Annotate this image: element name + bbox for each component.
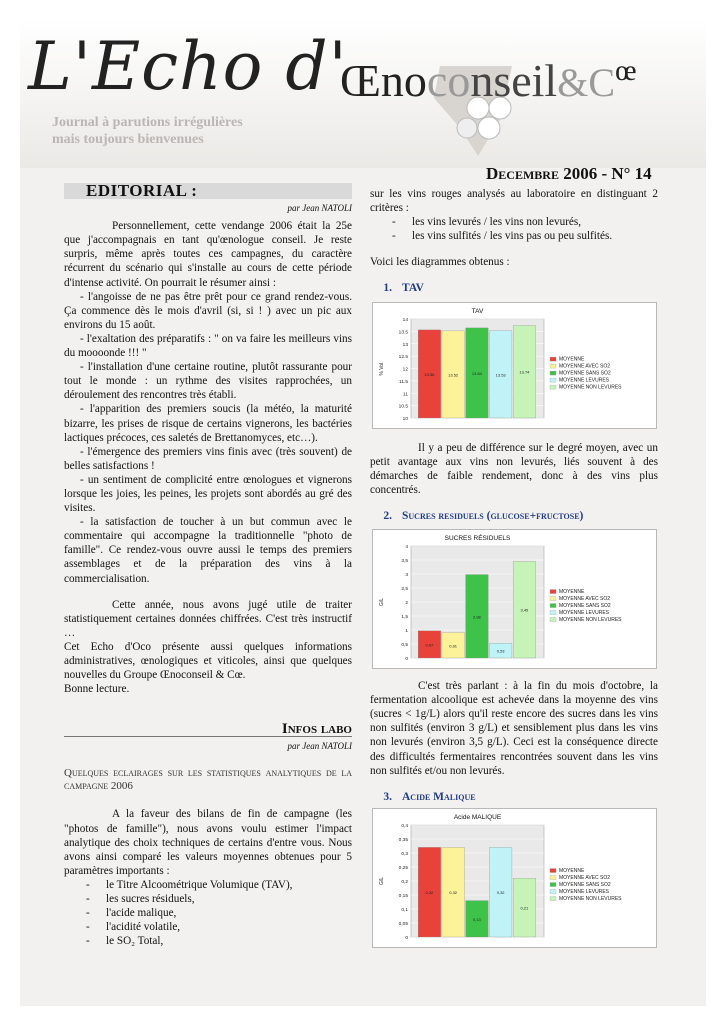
- malique-chart: [372, 808, 657, 948]
- y-tick-label: 0,4: [401, 823, 408, 829]
- legend-swatch: [550, 618, 556, 622]
- legend-entry: MOYENNE AVEC SO2: [559, 363, 611, 370]
- y-tick-label: 12: [402, 367, 408, 373]
- list-item: - les sucres résiduels,: [86, 892, 352, 906]
- legend-entry: MOYENNE AVEC SO2: [559, 874, 611, 881]
- editorial-title: EDITORIAL :: [64, 183, 352, 199]
- editorial-byline: par Jean NATOLI: [287, 203, 352, 214]
- y-tick-label: 1: [405, 629, 408, 635]
- list-item: - l'acide malique,: [86, 906, 352, 920]
- y-tick-label: 13.5: [398, 329, 408, 335]
- y-tick-label: 0: [405, 657, 408, 663]
- infos-labo-title: Infos labo: [64, 722, 352, 737]
- list-item: - l'angoisse de ne pas être prêt pour ce grand rendez-vous. Ça commence dès le mois d'avril (si, si ! ) avec un pic aux environs du 15 août.: [64, 290, 352, 331]
- y-axis-label: G/L: [379, 598, 385, 607]
- legend-swatch: [550, 385, 556, 389]
- y-tick-label: 3: [405, 573, 408, 579]
- legend-entry: MOYENNE NON LEVURES: [559, 384, 622, 391]
- legend-entry: MOYENNE SANS SO2: [559, 370, 611, 377]
- y-tick-label: 4: [405, 545, 408, 551]
- bar-value-label: 13.52: [448, 372, 459, 378]
- list-item: - l'émergence des premiers vins finis avec (très souvent) de belles satisfactions !: [64, 445, 352, 472]
- y-tick-label: 0,2: [401, 879, 408, 885]
- infos-byline: par Jean NATOLI: [287, 741, 352, 752]
- chart-heading-tav: 1. TAV: [383, 282, 424, 295]
- y-tick-label: 12.5: [398, 354, 408, 360]
- legend-swatch: [550, 378, 556, 382]
- list-item: - l'apparition des premiers soucis (la météo, la maturité bizarre, les prises de risque de certains vignerons, les bactéries lactiques précoces, ces saletés de Brettanomyces, etc…).: [64, 403, 352, 444]
- y-tick-label: 10.5: [398, 404, 408, 410]
- list-item: - l'acidité volatile,: [86, 920, 352, 934]
- list-item: - un sentiment de complicité entre œnologues et vignerons lorsque les joies, les peines, les projets sont abordés au gré des visites.: [64, 473, 352, 515]
- y-tick-label: 0,15: [398, 893, 408, 899]
- y-axis-label: % Vol.: [379, 360, 385, 376]
- right-paragraph: Il y a peu de différence sur le degré moyen, avec un petit avantage aux vins non levurés, liés souvent à des démarches de faible rendement, donc à des vins plus concentrés.: [370, 441, 658, 496]
- y-tick-label: 0,1: [401, 907, 408, 913]
- list-item: - l'installation d'une certaine routine, plutôt rassurante pour tout le monde : un rythme des visites rapprochées, un déroulement des rencontres très établi.: [64, 361, 352, 402]
- y-tick-label: 1,5: [401, 615, 408, 621]
- y-tick-label: 14: [402, 317, 408, 323]
- bar-value-label: 0,32: [449, 889, 458, 895]
- y-tick-label: 11.5: [399, 379, 408, 385]
- chart-svg: [373, 809, 656, 947]
- legend-swatch: [550, 364, 556, 368]
- editorial-paragraph: Cette année, nous avons jugé utile de traiter statistiquement certaines données chiffrées. C'est très instructif …: [64, 598, 352, 639]
- y-tick-label: 0,25: [398, 865, 408, 871]
- bar-value-label: 13.56: [424, 371, 435, 377]
- legend-swatch: [550, 611, 556, 615]
- y-tick-label: 0,5: [401, 643, 408, 649]
- legend-entry: MOYENNE: [559, 589, 585, 596]
- legend-entry: MOYENNE NON LEVURES: [559, 617, 622, 624]
- legend-entry: MOYENNE LEVURES: [559, 610, 610, 617]
- y-tick-label: 2,5: [401, 587, 408, 593]
- editorial-paragraph: Personnellement, cette vendange 2006 était la 25e que j'accompagnais en tant qu'œnologue conseil. Je reste surpris, même après toutes ces campagnes, du caractère récurrent du scénario qui s'installe au cours de cette période d'intense activité. On pourrait le résumer ainsi :: [64, 220, 352, 289]
- legend-entry: MOYENNE: [559, 867, 585, 874]
- y-tick-label: 13: [402, 342, 408, 348]
- bar-value-label: 0,21: [520, 905, 529, 911]
- editorial-list: [64, 290, 352, 586]
- list-item: - le SO₂ Total,: [86, 934, 352, 948]
- legend-swatch: [550, 875, 556, 879]
- chart-title: TAV: [471, 307, 484, 315]
- legend-entry: MOYENNE: [559, 356, 585, 363]
- bar-value-label: 0,32: [496, 889, 505, 895]
- issue-number: Decembre 2006 - N° 14: [486, 164, 652, 183]
- sucres-chart: [372, 529, 657, 669]
- legend-entry: MOYENNE LEVURES: [559, 888, 610, 895]
- editorial-paragraph: Bonne lecture.: [64, 683, 130, 696]
- legend-swatch: [550, 357, 556, 361]
- brand-logo: $Œnoconseil\&C^œ$: [340, 54, 637, 106]
- right-paragraph: Voici les diagrammes obtenus :: [370, 256, 510, 269]
- tav-chart: [372, 302, 657, 429]
- bar-value-label: 13.53: [495, 371, 506, 377]
- bar-value-label: 13.64: [471, 370, 482, 376]
- right-column: [370, 187, 658, 948]
- chart-heading-sucres: 2. Sucres residuels (glucose+fructose): [383, 509, 584, 522]
- y-tick-label: 11: [403, 391, 408, 397]
- bar-value-label: 3,45: [520, 607, 529, 613]
- legend-swatch: [550, 889, 556, 893]
- legend-swatch: [550, 604, 556, 608]
- y-tick-label: 0,3: [401, 851, 408, 857]
- legend-entry: MOYENNE NON LEVURES: [559, 895, 622, 902]
- bar-value-label: 0,13: [473, 916, 481, 922]
- legend-swatch: [550, 597, 556, 601]
- bar-value-label: 0,91: [449, 643, 458, 649]
- tagline: Journal à parutions irrégulières mais toujours bienvenues: [52, 115, 243, 147]
- legend-swatch: [550, 371, 556, 375]
- legend-swatch: [550, 896, 556, 900]
- infos-paragraph: A la faveur des bilans de fin de campagne (les "photos de famille"), nous avons voulu estimer l'impact analytique des choix techniques de certains d'entre vous. Nous avons ainsi comparé les valeurs moyennes obtenues pour 5 paramètres importants :: [64, 808, 352, 877]
- params-list: [64, 878, 352, 948]
- legend-swatch: [550, 882, 556, 886]
- chart-title: Acide MALIQUE: [453, 813, 502, 821]
- legend-swatch: [550, 590, 556, 594]
- chart-svg: [373, 303, 656, 428]
- legend-entry: MOYENNE SANS SO2: [559, 603, 611, 610]
- criteria-list: [370, 215, 658, 243]
- chart-svg: [373, 530, 656, 668]
- y-tick-label: 0: [405, 935, 408, 941]
- legend-entry: MOYENNE AVEC SO2: [559, 596, 611, 603]
- list-item: - les vins levurés / les vins non levurés,: [392, 215, 658, 229]
- bar-value-label: 0,32: [425, 889, 434, 895]
- infos-subtitle: Quelques eclairages sur les statistiques analytiques de la campagne 2006: [64, 767, 352, 793]
- right-paragraph: C'est très parlant : à la fin du mois d'octobre, la fermentation alcoolique est achevée dans la moyenne des vins (sucres < 1g/L) alors qu'il reste encore des sucres dans les vins non sulfités (environ 3 g/L) et sensiblement plus dans les vins non levurés (environ 3,5 g/L). Ceci est la conséquence directe des difficultés fermentaires rencontrées souvent dans les vins non sulfités et/ou non levurés.: [370, 680, 658, 777]
- list-item: - la satisfaction de toucher à un but commun avec le commentaire qui accompagne la traditionnelle "photo de famille". Ce rendez-vous ouvre aussi le temps des premiers assemblages et de la préparation des vins à la commercialisation.: [64, 516, 352, 585]
- list-item: - le Titre Alcoométrique Volumique (TAV),: [86, 878, 352, 892]
- y-tick-label: 0,35: [398, 837, 408, 843]
- newsletter-title: L'Echo d': [28, 28, 348, 105]
- y-tick-label: 0,05: [398, 921, 408, 927]
- list-item: - les vins sulfités / les vins pas ou peu sulfités.: [392, 229, 658, 243]
- legend-entry: MOYENNE LEVURES: [559, 377, 610, 384]
- bar-value-label: 13.74: [519, 369, 530, 375]
- legend-swatch: [550, 868, 556, 872]
- list-item: - l'exaltation des préparatifs : " on va faire les meilleurs vins du moooonde !!! ": [64, 332, 352, 360]
- chart-title: SUCRES RÉSIDUELS: [444, 535, 511, 543]
- bar-value-label: 0,97: [425, 642, 434, 648]
- right-paragraph: sur les vins rouges analysés au laboratoire en distinguant 2 critères :: [370, 188, 658, 215]
- editorial-paragraph: Cet Echo d'Oco présente aussi quelques informations administratives, œnologiques et viticoles, ainsi que quelques nouvelles du Groupe Œnoconseil & Cœ.: [64, 640, 352, 682]
- y-tick-label: 2: [405, 601, 408, 607]
- chart-heading-malique: 3. Acide Malique: [383, 790, 476, 803]
- legend-entry: MOYENNE SANS SO2: [559, 881, 611, 888]
- y-tick-label: 3,5: [401, 559, 408, 565]
- y-axis-label: G/L: [379, 876, 385, 885]
- left-column: [64, 183, 352, 948]
- bar-value-label: 2,98: [473, 614, 481, 620]
- y-tick-label: 10: [402, 416, 408, 422]
- bar-value-label: 0,53: [496, 648, 505, 654]
